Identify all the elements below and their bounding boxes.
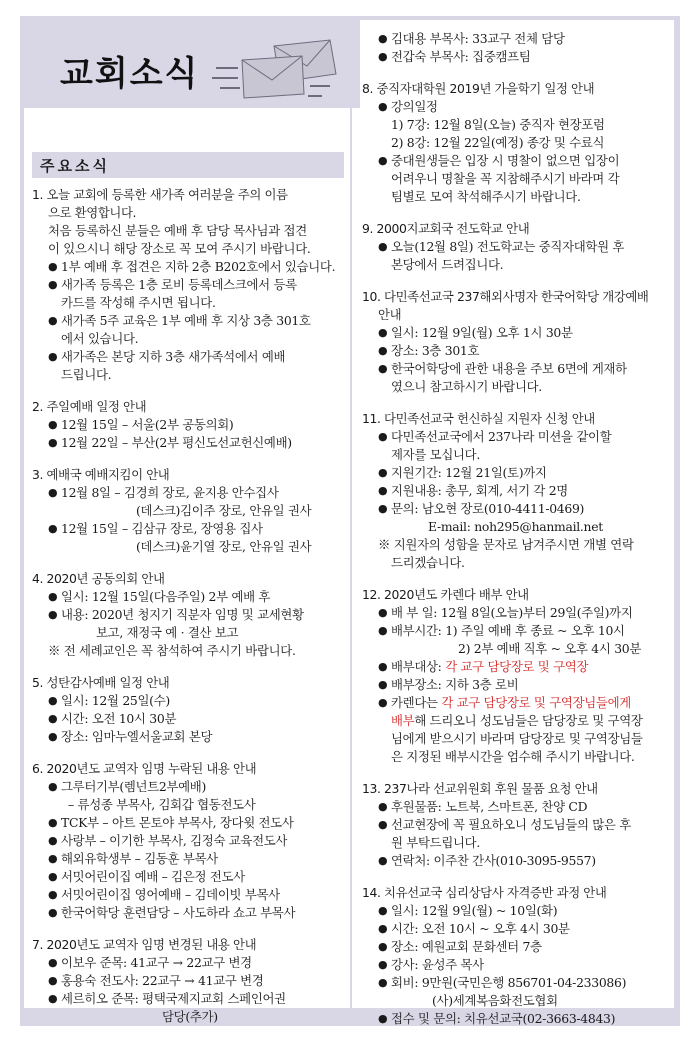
list-item: ● 김대용 부목사: 33교구 전체 담당 bbox=[378, 31, 565, 46]
list-item: ● 배부대상: 각 교구 담당장로 및 구역장 bbox=[378, 659, 589, 674]
news-item-12 bbox=[362, 586, 674, 766]
bullet-icon: ● bbox=[48, 608, 58, 621]
envelope-icon bbox=[212, 38, 342, 108]
bullet-icon: ● bbox=[378, 678, 388, 691]
bullet-icon: ● bbox=[48, 816, 58, 829]
item-title: 8. 중직자대학원 2019년 가을학기 일정 안내 bbox=[362, 81, 595, 96]
list-item: ● 배부장소: 지하 3층 로비 bbox=[378, 677, 519, 692]
bullet-icon: ● bbox=[48, 906, 58, 919]
bullet-icon: ● bbox=[48, 888, 58, 901]
item-text: 배부해 드리오니 성도님들은 담당장로 및 구역장 bbox=[391, 713, 643, 728]
news-item-5 bbox=[32, 674, 342, 746]
item-title: 9. 2000지교회국 전도학교 안내 bbox=[362, 221, 530, 236]
item-text: 드리겠습니다. bbox=[391, 555, 465, 570]
item-note: ※ 지원자의 성함을 문자로 남겨주시면 개별 연락 bbox=[378, 537, 634, 552]
item-title: 4. 2020년 공동의회 안내 bbox=[32, 571, 165, 586]
right-column bbox=[362, 30, 674, 1042]
bullet-icon: ● bbox=[48, 436, 58, 449]
bullet-icon: ● bbox=[48, 522, 58, 535]
list-item: ● 12월 22일 – 부산(2부 평신도선교헌신예배) bbox=[48, 435, 292, 450]
list-item: ● 전갑숙 부목사: 집중캠프팀 bbox=[378, 49, 531, 64]
news-item-10 bbox=[362, 288, 674, 396]
list-item: ● 이보우 준목: 41교구 → 22교구 변경 bbox=[48, 955, 252, 970]
list-item: ● TCK부 – 아트 몬토야 부목사, 장다윗 전도사 bbox=[48, 815, 294, 830]
bullet-icon: ● bbox=[378, 362, 388, 375]
list-item: ● 사랑부 – 이기한 부목사, 김정숙 교육전도사 bbox=[48, 833, 288, 848]
list-item: ● 그루터기부(렘넌트2부예배) bbox=[48, 779, 207, 794]
bullet-icon: ● bbox=[48, 834, 58, 847]
item-text: 처음 등록하신 분들은 예배 후 담당 목사님과 접견 bbox=[48, 223, 307, 238]
bullet-icon: ● bbox=[48, 974, 58, 987]
bullet-icon: ● bbox=[378, 344, 388, 357]
item-title: 10. 다민족선교국 237해외사명자 한국어학당 개강예배 bbox=[362, 289, 649, 304]
bullet-icon: ● bbox=[378, 100, 388, 113]
list-item: ● 새가족 5주 교육은 1부 예배 후 지상 3층 301호 bbox=[48, 313, 311, 328]
list-item: ● 서밋어린이집 예배 – 김은정 전도사 bbox=[48, 869, 245, 884]
item-text: (사)세계복음화전도협회 bbox=[432, 993, 558, 1008]
item-title: 3. 예배국 예배지킴이 안내 bbox=[32, 467, 170, 482]
list-item: ● 연락처: 이주찬 간사(010-3095-9557) bbox=[378, 853, 596, 868]
list-item: ● 지원기간: 12월 21일(토)까지 bbox=[378, 465, 547, 480]
news-item-3 bbox=[32, 466, 342, 556]
list-item: ● 일시: 12월 9일(월) ~ 10일(화) bbox=[378, 903, 558, 918]
item-text: 보고, 재정국 예 · 결산 보고 bbox=[96, 625, 239, 640]
list-item: ● 지원내용: 총무, 회계, 서기 각 2명 bbox=[378, 483, 568, 498]
header-banner bbox=[20, 16, 360, 108]
column-divider bbox=[350, 20, 352, 1022]
item-text: 님에게 받으시기 바라며 담당장로 및 구역장님들 bbox=[391, 731, 643, 746]
bullet-icon: ● bbox=[48, 418, 58, 431]
bullet-icon: ● bbox=[378, 904, 388, 917]
item-text: 드립니다. bbox=[61, 367, 112, 382]
bullet-icon: ● bbox=[378, 240, 388, 253]
item-text: 담당(추가) bbox=[162, 1009, 218, 1024]
item-text: 카드를 작성해 주시면 됩니다. bbox=[61, 295, 216, 310]
news-item-9 bbox=[362, 220, 674, 274]
list-item: ● 12월 15일 – 서울(2부 공동의회) bbox=[48, 417, 234, 432]
item-text: 어려우니 명찰을 꼭 지참해주시기 바라며 각 bbox=[391, 171, 620, 186]
item-title: 12. 2020년도 카렌다 배부 안내 bbox=[362, 587, 529, 602]
section-title: 주요소식 bbox=[40, 157, 110, 175]
bullet-icon: ● bbox=[48, 852, 58, 865]
section-header bbox=[32, 152, 344, 178]
bullet-icon: ● bbox=[378, 502, 388, 515]
list-item: ● 후원물품: 노트북, 스마트폰, 찬양 CD bbox=[378, 799, 588, 814]
bullet-icon: ● bbox=[378, 466, 388, 479]
list-item: ● 홍용숙 전도사: 22교구 → 41교구 변경 bbox=[48, 973, 264, 988]
item-text: 2) 2부 예배 직후 ~ 오후 4시 30분 bbox=[458, 641, 642, 656]
item-text: 은 지정된 배부시간을 엄수해 주시기 바랍니다. bbox=[391, 749, 635, 764]
list-item: ● 한국어학당에 관한 내용을 주보 6면에 게재하 bbox=[378, 361, 627, 376]
list-item: ● 새가족 등록은 1층 로비 등록데스크에서 등록 bbox=[48, 277, 297, 292]
list-item: ● 12월 8일 – 김경희 장로, 윤지용 안수집사 bbox=[48, 485, 279, 500]
item-text: 제자를 모십니다. bbox=[391, 447, 480, 462]
bullet-icon: ● bbox=[378, 430, 388, 443]
bullet-icon: ● bbox=[378, 696, 388, 709]
list-item: ● 시간: 오전 10시 ~ 오후 4시 30분 bbox=[378, 921, 570, 936]
bullet-icon: ● bbox=[48, 992, 58, 1005]
list-item: ● 중대원생들은 입장 시 명찰이 없으면 입장이 bbox=[378, 153, 620, 168]
bullet-icon: ● bbox=[378, 940, 388, 953]
item-text: E-mail: noh295@hanmail.net bbox=[428, 519, 603, 534]
bullet-icon: ● bbox=[378, 32, 388, 45]
item-title: 5. 성탄감사예배 일정 안내 bbox=[32, 675, 170, 690]
bullet-icon: ● bbox=[378, 922, 388, 935]
list-item: ● 장소: 예원교회 문화센터 7층 bbox=[378, 939, 542, 954]
list-item: ● 세르히오 준목: 평택국제지교회 스페인어권 bbox=[48, 991, 286, 1006]
list-item: ● 장소: 3층 301호 bbox=[378, 343, 480, 358]
bullet-icon: ● bbox=[48, 314, 58, 327]
bullet-icon: ● bbox=[48, 260, 58, 273]
list-item: ● 접수 및 문의: 치유선교국(02-3663-4843) bbox=[378, 1011, 616, 1026]
list-item: ● 문의: 남오현 장로(010-4411-0469) bbox=[378, 501, 585, 516]
item-title: 으로 환영합니다. bbox=[48, 205, 137, 220]
bullet-icon: ● bbox=[378, 854, 388, 867]
bullet-icon: ● bbox=[48, 278, 58, 291]
list-item: ● 오늘(12월 8일) 전도학교는 중직자대학원 후 bbox=[378, 239, 625, 254]
bullet-icon: ● bbox=[48, 730, 58, 743]
item-title: 6. 2020년도 교역자 임명 누락된 내용 안내 bbox=[32, 761, 257, 776]
news-item-7 bbox=[32, 936, 342, 1026]
bullet-icon: ● bbox=[378, 800, 388, 813]
list-item: ● 서밋어린이집 영어예배 – 김데이빗 부목사 bbox=[48, 887, 280, 902]
bullet-icon: ● bbox=[378, 976, 388, 989]
bullet-icon: ● bbox=[378, 818, 388, 831]
news-item-14 bbox=[362, 884, 674, 1028]
news-item-2 bbox=[32, 398, 342, 452]
item-text: 에서 있습니다. bbox=[61, 331, 139, 346]
list-item: ● 카렌다는 각 교구 담당장로 및 구역장님들에게 bbox=[378, 695, 631, 710]
page-title: 교회소식 bbox=[60, 54, 200, 94]
bullet-icon: ● bbox=[378, 624, 388, 637]
list-item: ● 새가족은 본당 지하 3층 새가족석에서 예배 bbox=[48, 349, 286, 364]
list-item: ● 일시: 12월 25일(수) bbox=[48, 693, 170, 708]
item-text: 원 부탁드립니다. bbox=[391, 835, 480, 850]
item-text: 2) 8강: 12월 22일(예정) 종강 및 수료식 bbox=[391, 135, 605, 150]
item-text: 1) 7강: 12월 8일(오늘) 중직자 현장포럼 bbox=[391, 117, 605, 132]
news-item-7-cont bbox=[362, 30, 674, 66]
item-title: 2. 주일예배 일정 안내 bbox=[32, 399, 147, 414]
bullet-icon: ● bbox=[48, 350, 58, 363]
list-item: ● 배부시간: 1) 주일 예배 후 종료 ~ 오후 10시 bbox=[378, 623, 625, 638]
item-title: 13. 237나라 선교위원회 후원 물품 요청 안내 bbox=[362, 781, 598, 796]
list-item: ● 해외유학생부 – 김동훈 부목사 bbox=[48, 851, 218, 866]
bullet-icon: ● bbox=[48, 870, 58, 883]
item-title: 안내 bbox=[378, 307, 402, 322]
list-item: ● 내용: 2020년 청지기 직분자 임명 및 교세현황 bbox=[48, 607, 304, 622]
bullet-icon: ● bbox=[48, 780, 58, 793]
list-item: ● 강의일정 bbox=[378, 99, 438, 114]
list-item: ● 선교현장에 꼭 필요하오니 성도님들의 많은 후 bbox=[378, 817, 631, 832]
bullet-icon: ● bbox=[48, 486, 58, 499]
list-item: ● 강사: 윤성주 목사 bbox=[378, 957, 484, 972]
bullet-icon: ● bbox=[378, 326, 388, 339]
item-text: 본당에서 드려집니다. bbox=[391, 257, 504, 272]
bullet-icon: ● bbox=[378, 606, 388, 619]
list-item: ● 회비: 9만원(국민은행 856701-04-233086) bbox=[378, 975, 627, 990]
item-text: 였으니 참고하시기 바랍니다. bbox=[391, 379, 542, 394]
item-title: 1. 오늘 교회에 등록한 새가족 여러분을 주의 이름 bbox=[32, 187, 288, 202]
item-text: (데스크)김이주 장로, 안유일 권사 bbox=[136, 503, 312, 518]
bullet-icon: ● bbox=[48, 956, 58, 969]
item-title: 7. 2020년도 교역자 임명 변경된 내용 안내 bbox=[32, 937, 257, 952]
list-item: ● 일시: 12월 9일(월) 오후 1시 30분 bbox=[378, 325, 573, 340]
news-item-13 bbox=[362, 780, 674, 870]
list-item: ● 1부 예배 후 접견은 지하 2층 B202호에서 있습니다. bbox=[48, 259, 336, 274]
news-item-1 bbox=[32, 186, 342, 384]
news-item-11 bbox=[362, 410, 674, 572]
item-text: (데스크)윤기열 장로, 안유일 권사 bbox=[136, 539, 312, 554]
list-item: ● 시간: 오전 10시 30분 bbox=[48, 711, 177, 726]
bullet-icon: ● bbox=[48, 712, 58, 725]
item-text: 팀별로 모여 착석해주시기 바랍니다. bbox=[391, 189, 581, 204]
news-item-4 bbox=[32, 570, 342, 660]
bullet-icon: ● bbox=[378, 958, 388, 971]
bullet-icon: ● bbox=[378, 50, 388, 63]
list-item: ● 일시: 12월 15일(다음주일) 2부 예배 후 bbox=[48, 589, 271, 604]
bullet-icon: ● bbox=[378, 660, 388, 673]
item-text: – 류성종 부목사, 김회갑 협동전도사 bbox=[68, 797, 256, 812]
left-column bbox=[32, 186, 342, 1040]
bullet-icon: ● bbox=[378, 484, 388, 497]
list-item: ● 12월 15일 – 김삼규 장로, 장영용 집사 bbox=[48, 521, 263, 536]
list-item: ● 배 부 일: 12월 8일(오늘)부터 29일(주일)까지 bbox=[378, 605, 633, 620]
item-text: 이 있으시니 해당 장소로 꼭 모여 주시기 바랍니다. bbox=[48, 241, 311, 256]
item-title: 14. 치유선교국 심리상담사 자격증반 과정 안내 bbox=[362, 885, 607, 900]
bullet-icon: ● bbox=[48, 590, 58, 603]
news-item-8 bbox=[362, 80, 674, 206]
list-item: ● 한국어학당 훈련담당 – 사도하라 쇼고 부목사 bbox=[48, 905, 296, 920]
list-item: ● 장소: 임마누엘서울교회 본당 bbox=[48, 729, 213, 744]
bullet-icon: ● bbox=[378, 154, 388, 167]
bullet-icon: ● bbox=[48, 694, 58, 707]
item-title: 11. 다민족선교국 헌신하실 지원자 신청 안내 bbox=[362, 411, 595, 426]
list-item: ● 다민족선교국에서 237나라 미션을 같이할 bbox=[378, 429, 612, 444]
news-item-6 bbox=[32, 760, 342, 922]
bullet-icon: ● bbox=[378, 1012, 388, 1025]
item-note: ※ 전 세례교인은 꼭 참석하여 주시기 바랍니다. bbox=[48, 643, 296, 658]
